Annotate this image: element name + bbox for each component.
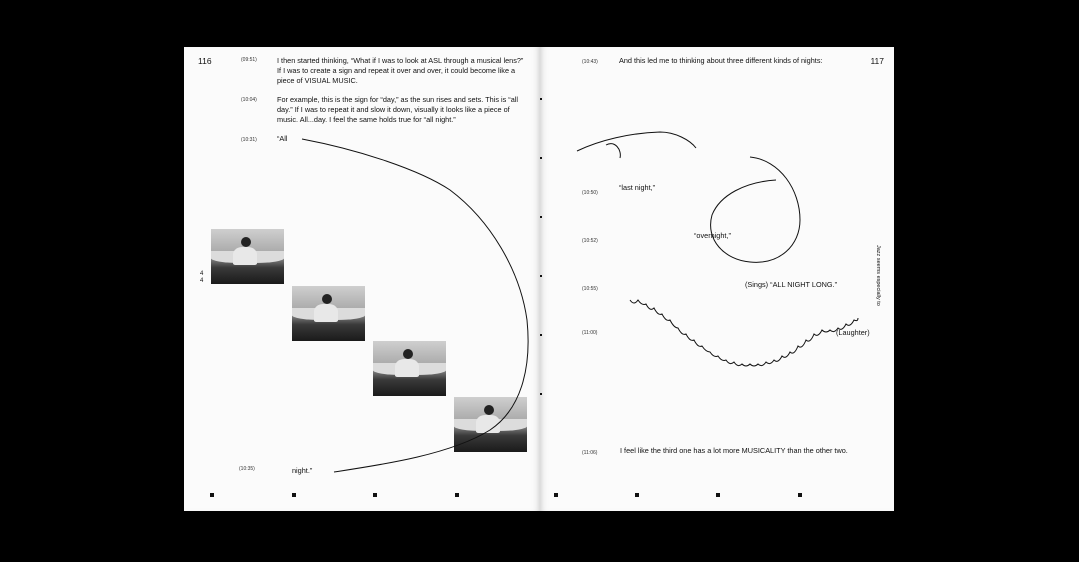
paragraph: (Laughter) — [836, 328, 870, 337]
page-number: 117 — [870, 56, 884, 66]
right-page — [540, 47, 894, 511]
sign-photo-2 — [292, 286, 365, 341]
timestamp: (10:31) — [241, 137, 257, 143]
page-marker — [373, 493, 377, 497]
timestamp: (10:04) — [241, 97, 257, 103]
timestamp: (10:50) — [582, 190, 598, 196]
page-marker — [554, 493, 558, 497]
paragraph: “All — [277, 134, 288, 143]
page-marker — [455, 493, 459, 497]
paragraph: night.” — [292, 466, 313, 475]
left-page — [184, 47, 540, 511]
paragraph: (Sings) “ALL NIGHT LONG.” — [745, 280, 838, 289]
paragraph: “last night,” — [619, 183, 656, 192]
paragraph: For example, this is the sign for “day,” as the sun rises and sets. This is “all day.” If I was to repeat it and slow it down, visually it looks like a piece of music. All...day. I feel the same holds true for “all night.” — [277, 95, 519, 124]
sign-photo-3 — [373, 341, 446, 396]
page-marker — [210, 493, 214, 497]
sign-photo-4 — [454, 397, 527, 452]
page-marker — [292, 493, 296, 497]
timestamp: (10:52) — [582, 238, 598, 244]
page-number: 116 — [198, 56, 212, 66]
timestamp: (10:35) — [239, 466, 255, 472]
timestamp: (11:06) — [582, 450, 598, 456]
page-marker — [635, 493, 639, 497]
paragraph: And this led me to thinking about three different kinds of nights: — [619, 56, 823, 65]
spine-mark — [540, 275, 542, 277]
spine-mark — [540, 334, 542, 336]
side-number: 4 4 — [200, 271, 204, 284]
page-marker — [798, 493, 802, 497]
timestamp: (10:55) — [582, 286, 598, 292]
spine-mark — [540, 393, 542, 395]
timestamp: (09:51) — [241, 57, 257, 63]
timestamp: (11:00) — [582, 330, 598, 336]
page-marker — [716, 493, 720, 497]
spine-mark — [540, 157, 542, 159]
sign-photo-1 — [211, 229, 284, 284]
paragraph: I feel like the third one has a lot more MUSICALITY than the other two. — [620, 446, 848, 455]
paragraph: I then started thinking, “What if I was to look at ASL through a musical lens?” If I was to create a sign and repeat it over and over, it could become like a piece of VISUAL MUSIC. — [277, 56, 524, 85]
paragraph: “overnight,” — [694, 231, 731, 240]
spine-mark — [540, 216, 542, 218]
vertical-note: Jazz seems especially to — [875, 245, 881, 306]
timestamp: (10:43) — [582, 59, 598, 65]
spine-mark — [540, 98, 542, 100]
